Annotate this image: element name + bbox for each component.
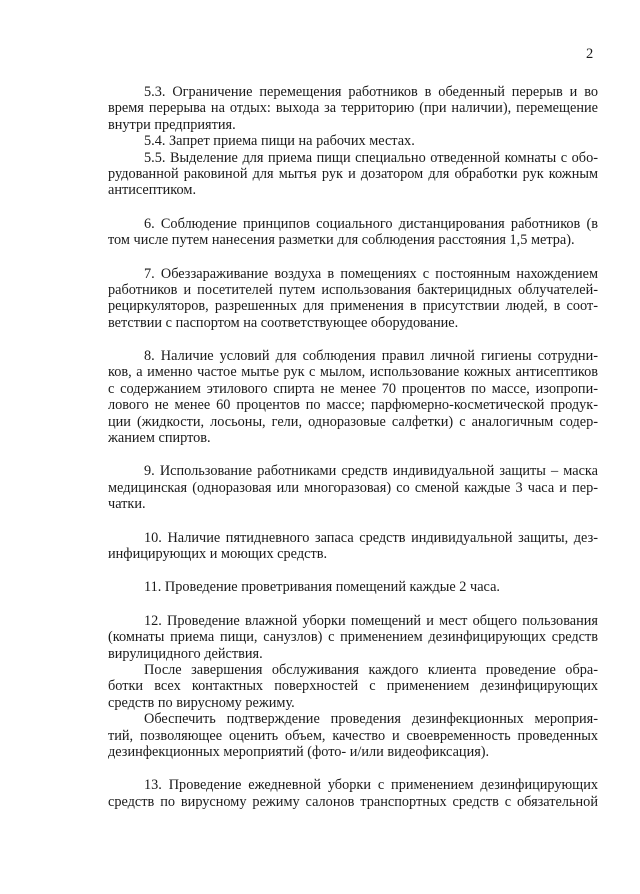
paragraph-gap [108, 331, 598, 348]
text-line: средств по вирусному режиму салонов транспортных средств с обязательной [108, 793, 598, 810]
paragraph-p-12-b [108, 711, 598, 760]
text-line: средств по вирусному режиму. [108, 694, 295, 711]
paragraph-p-6 [108, 216, 598, 249]
paragraph-gap [108, 446, 598, 463]
paragraph-gap [108, 760, 598, 777]
paragraph-gap [108, 513, 598, 530]
text-line: ботки всех контактных поверхностей с применением дезинфицирующих [108, 678, 598, 695]
paragraph-p-8 [108, 348, 598, 446]
document-body [108, 84, 598, 810]
text-line: вирулицидного действия. [108, 645, 263, 662]
text-line: жанием спиртов. [108, 430, 211, 447]
paragraph-p-7 [108, 266, 598, 332]
paragraph-gap [108, 596, 598, 613]
text-line: 12. Проведение влажной уборки помещений и мест общего пользования [144, 612, 598, 629]
paragraph-p-10 [108, 530, 598, 563]
text-line: дезинфекционных мероприятий (фото- и/или видеофиксация). [108, 743, 490, 760]
text-line: 6. Соблюдение принципов социального дистанцирования работников (в [144, 215, 598, 232]
text-line: 13. Проведение ежедневной уборки с применением дезинфицирующих [144, 777, 598, 794]
paragraph-p-5-5 [108, 150, 598, 199]
text-line: с содержанием этилового спирта не менее 70 процентов по массе, изопропи- [108, 380, 598, 397]
text-line: инфицирующих и моющих средств. [108, 545, 328, 562]
text-line: внутри предприятия. [108, 116, 236, 133]
text-line: 5.5. Выделение для приема пищи специально отведенной комнаты с обо- [144, 149, 598, 166]
paragraph-p-5-3 [108, 84, 598, 133]
page-number: 2 [586, 46, 594, 62]
paragraph-p-11 [108, 579, 598, 595]
text-line: 11. Проведение проветривания помещений каждые 2 часа. [144, 579, 500, 596]
text-line: время перерыва на отдых: выхода за территорию (при наличии), перемещение [108, 100, 598, 117]
paragraph-p-5-4 [108, 133, 598, 149]
text-line: медицинская (одноразовая или многоразовая) со сменой каждые 3 часа и пер- [108, 479, 598, 496]
text-line: 5.3. Ограничение перемещения работников в обеденный перерыв и во [144, 84, 598, 100]
text-line: 7. Обеззараживание воздуха в помещениях с постоянным нахождением [144, 265, 598, 282]
text-line: рудованной раковиной для мытья рук и дозатором для обработки рук кожным [108, 165, 598, 182]
text-line: рециркуляторов, разрешенных для применения в присутствии людей, в соот- [108, 298, 598, 315]
text-line: 9. Использование работниками средств индивидуальной защиты – маска [144, 463, 598, 480]
text-line: том числе путем нанесения разметки для соблюдения расстояния 1,5 метра). [108, 232, 575, 249]
text-line: ции (жидкости, лосьоны, гели, одноразовые салфетки) с аналогичным содер- [108, 413, 598, 430]
text-line: ветствии с паспортом на соответствующее оборудование. [108, 314, 459, 331]
text-line: ков, а именно частое мытье рук с мылом, использование кожных антисептиков [108, 364, 598, 381]
text-line: лового не менее 60 процентов по массе; парфюмерно-косметической продук- [108, 397, 598, 414]
text-line: (комнаты приема пищи, санузлов) с применением дезинфицирующих средств [108, 629, 598, 646]
paragraph-p-12-a [108, 662, 598, 711]
paragraph-p-13 [108, 777, 598, 810]
paragraph-p-12 [108, 613, 598, 662]
text-line: чатки. [108, 496, 146, 513]
text-line: 5.4. Запрет приема пищи на рабочих местах. [144, 133, 415, 150]
paragraph-p-9 [108, 463, 598, 512]
paragraph-gap [108, 249, 598, 266]
text-line: После завершения обслуживания каждого клиента проведение обра- [144, 661, 598, 678]
text-line: Обеспечить подтверждение проведения дезинфекционных мероприя- [144, 711, 598, 728]
paragraph-gap [108, 199, 598, 216]
text-line: антисептиком. [108, 182, 197, 199]
text-line: 8. Наличие условий для соблюдения правил личной гигиены сотрудни- [144, 348, 598, 365]
paragraph-gap [108, 562, 598, 579]
text-line: 10. Наличие пятидневного запаса средств индивидуальной защиты, дез- [144, 529, 598, 546]
text-line: тий, позволяющее оценить объем, качество и своевременность проведенных [108, 727, 598, 744]
text-line: работников и посетителей путем использования бактерицидных облучателей- [108, 281, 598, 298]
